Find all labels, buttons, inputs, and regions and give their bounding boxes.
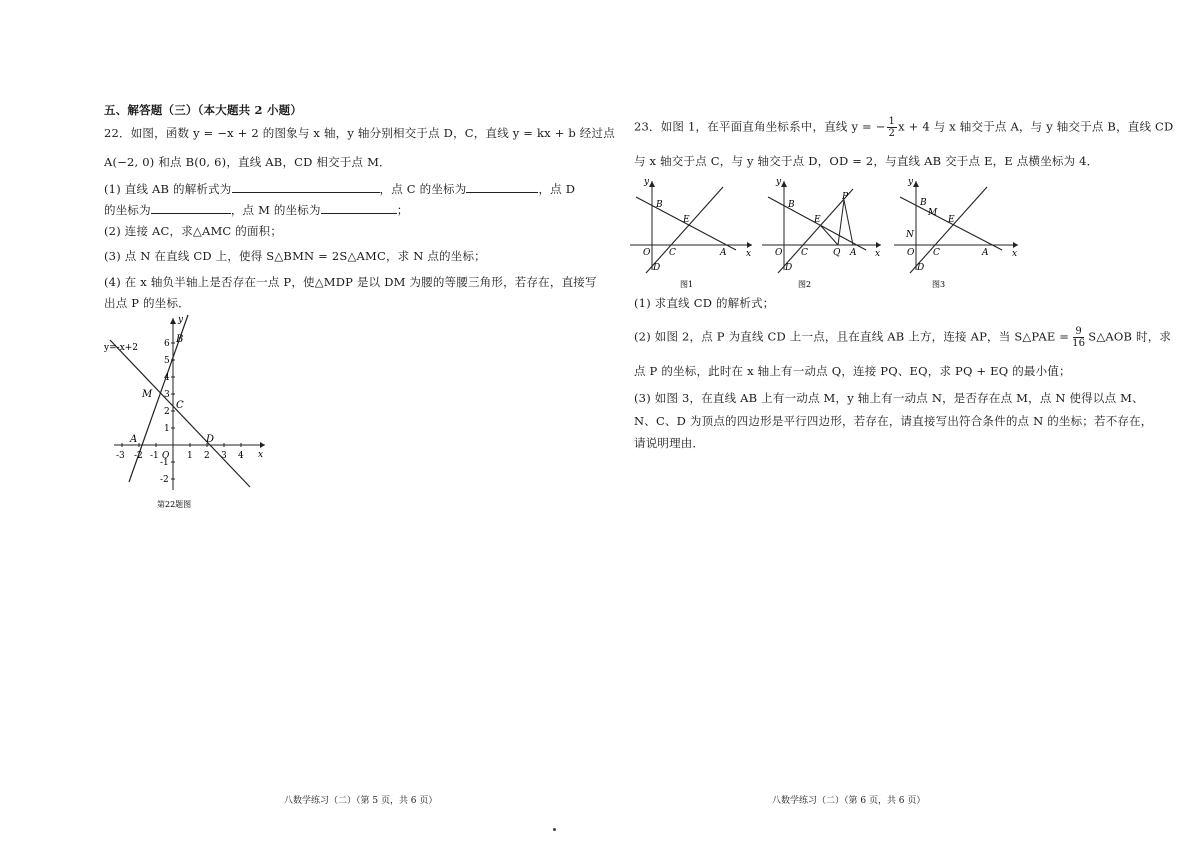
q22-part1-line1 — [104, 181, 575, 196]
q22-part1-line2 — [104, 202, 408, 217]
segment-eq — [821, 226, 838, 245]
y-axis-arrow — [170, 318, 176, 324]
fig22-y-label: y — [178, 315, 184, 325]
q22-part4-line1: (4) 在 x 轴负半轴上是否存在一点 P，使△MDP 是以 DM 为腰的等腰三角形，若存在，直接写 — [104, 275, 597, 289]
point-m-label: M — [142, 389, 153, 400]
answer-blank-c[interactable] — [466, 181, 538, 193]
tick-y-2: 2 — [164, 407, 170, 417]
fig1-x: x — [746, 249, 752, 259]
origin-label: O — [162, 451, 170, 461]
fig22-line-label: y=-x+2 — [104, 343, 139, 353]
q22-part4-line2: 出点 P 的坐标． — [104, 296, 190, 310]
y-axis-arrow — [913, 181, 919, 187]
fig2-y: y — [776, 177, 782, 187]
point-a-label: A — [130, 434, 138, 445]
tick-y-3: 3 — [164, 390, 170, 400]
q23-part3-line3: 请说明理由． — [634, 436, 705, 450]
fig3-x: x — [1012, 249, 1018, 259]
fig1-y: y — [644, 177, 650, 187]
fig1-d: D — [653, 263, 661, 273]
q22-p1-text-f: ； — [396, 203, 409, 217]
y-axis-arrow — [649, 181, 655, 187]
q23-part3-line2: N、C、D 为顶点的四边形是平行四边形，若存在，请直接写出符合条件的点 N 的坐标；若不存在， — [634, 414, 1153, 428]
fig2-caption: 图2 — [798, 280, 812, 289]
point-b-label: B — [176, 334, 184, 345]
x-axis-arrow — [876, 242, 881, 248]
y-axis-arrow — [781, 181, 787, 187]
fig2-d: D — [785, 263, 793, 273]
fig1-caption: 图1 — [680, 280, 694, 289]
q23-intro-a: 23．如图 1，在平面直角坐标系中，直线 y = − — [634, 119, 886, 134]
q23-part1: (1) 求直线 CD 的解析式； — [634, 296, 775, 310]
point-d-label: D — [206, 434, 215, 445]
fraction-one-half: $\frac{1}{2}$ — [888, 116, 896, 139]
answer-blank-d[interactable] — [151, 202, 231, 214]
fig1-o: O — [643, 248, 651, 258]
tick-x-4: 4 — [238, 451, 244, 461]
fraction-nine-sixteenths: $\frac{9}{16}$ — [1072, 326, 1086, 349]
q22-p1-text-d: 的坐标为 — [104, 203, 151, 217]
section-title: 五、解答题（三）（本大题共 2 小题） — [104, 103, 303, 117]
right-page — [600, 0, 1200, 847]
tick-y-neg2: -2 — [160, 475, 169, 485]
fig2-x: x — [875, 249, 881, 259]
fig3-n: N — [906, 230, 914, 240]
fig2-c: C — [801, 248, 808, 258]
tick-y-4: 4 — [164, 373, 170, 383]
fig3-e: E — [948, 215, 955, 225]
tick-x-neg3: -3 — [116, 451, 125, 461]
q22-intro-line2: A(−2, 0) 和点 B(0, 6)，直线 AB，CD 相交于点 M． — [104, 155, 391, 169]
q23-figure-1 — [628, 175, 756, 290]
fig2-a: A — [850, 248, 857, 258]
q23-intro-line2: 与 x 轴交于点 C，与 y 轴交于点 D，OD = 2，与直线 AB 交于点 E，E 点横坐标为 4． — [634, 154, 1099, 168]
fig1-a: A — [720, 248, 727, 258]
fig22-caption: 第22题图 — [157, 500, 192, 509]
q22-p1-text-a: (1) 直线 AB 的解析式为 — [104, 182, 232, 196]
fig3-caption: 图3 — [932, 280, 946, 289]
tick-x-1: 1 — [187, 451, 193, 461]
fig22-x-label: x — [258, 450, 264, 460]
fig3-y: y — [908, 177, 914, 187]
scan-speck — [553, 828, 556, 831]
fig2-b: B — [788, 200, 795, 210]
q23-intro-line1 — [634, 116, 1173, 139]
fig2-q: Q — [833, 248, 841, 258]
tick-y-1: 1 — [164, 424, 170, 434]
q23-figure-3 — [892, 175, 1022, 290]
fig3-c: C — [933, 248, 940, 258]
q23-part3-line1: (3) 如图 3，在直线 AB 上有一动点 M，y 轴上有一动点 N，是否存在点 M，点 N 使得以点 M、 — [634, 391, 1144, 405]
tick-x-neg1: -1 — [150, 451, 159, 461]
fig1-c: C — [669, 248, 676, 258]
fig1-b: B — [656, 200, 663, 210]
q22-part2: (2) 连接 AC，求△AMC 的面积； — [104, 224, 283, 238]
fig2-o: O — [775, 248, 783, 258]
q23-intro-b: x + 4 与 x 轴交于点 A，与 y 轴交于点 B，直线 CD — [898, 119, 1174, 134]
segment-pq — [838, 200, 844, 245]
q22-p1-text-e: ，点 M 的坐标为 — [230, 203, 321, 217]
q22-part3: (3) 点 N 在直线 CD 上，使得 S△BMN = 2S△AMC，求 N 点的坐标； — [104, 249, 486, 263]
fig2-e: E — [814, 215, 821, 225]
q22-figure — [100, 310, 270, 510]
fig3-b: B — [920, 198, 927, 208]
point-c-label: C — [176, 400, 184, 411]
q22-p1-text-b: ，点 C 的坐标为 — [379, 182, 467, 196]
answer-blank-m[interactable] — [321, 202, 397, 214]
fig1-e: E — [683, 215, 690, 225]
q23-part2-line2: 点 P 的坐标，此时在 x 轴上有一动点 Q，连接 PQ、EQ，求 PQ + EQ 的最小值； — [634, 364, 1071, 378]
fig3-a: A — [982, 248, 989, 258]
x-axis-arrow — [1013, 242, 1018, 248]
right-footer: 八数学练习（二）（第 6 页，共 6 页） — [772, 796, 926, 806]
q23-part2-line1 — [634, 326, 1171, 349]
line-cd — [110, 340, 250, 487]
q23-p2-b: S△AOB 时，求 — [1088, 329, 1172, 344]
answer-blank-ab[interactable] — [232, 181, 380, 193]
q23-p2-a: (2) 如图 2，点 P 为直线 CD 上一点，且在直线 AB 上方，连接 AP，当 S△PAE = — [634, 329, 1070, 344]
q23-figure-2 — [760, 175, 885, 290]
fig3-o: O — [907, 248, 915, 258]
fig3-m: M — [928, 208, 938, 218]
x-axis-arrow — [747, 242, 752, 248]
tick-y-5: 5 — [164, 356, 170, 366]
tick-x-2: 2 — [204, 451, 210, 461]
q22-intro-line1: 22．如图，函数 y = −x + 2 的图象与 x 轴，y 轴分别相交于点 D，C，直线 y = kx + b 经过点 — [104, 126, 615, 140]
x-axis-arrow — [260, 442, 265, 448]
tick-x-3: 3 — [221, 451, 227, 461]
fig3-d: D — [917, 263, 925, 273]
tick-x-neg2: -2 — [134, 451, 143, 461]
tick-y-6: 6 — [164, 339, 170, 349]
q22-p1-text-c: ，点 D — [538, 182, 576, 196]
fig2-p: P — [842, 192, 849, 202]
tick-y-neg1: -1 — [160, 458, 169, 468]
left-footer: 八数学练习（二）（第 5 页，共 6 页） — [284, 796, 438, 806]
